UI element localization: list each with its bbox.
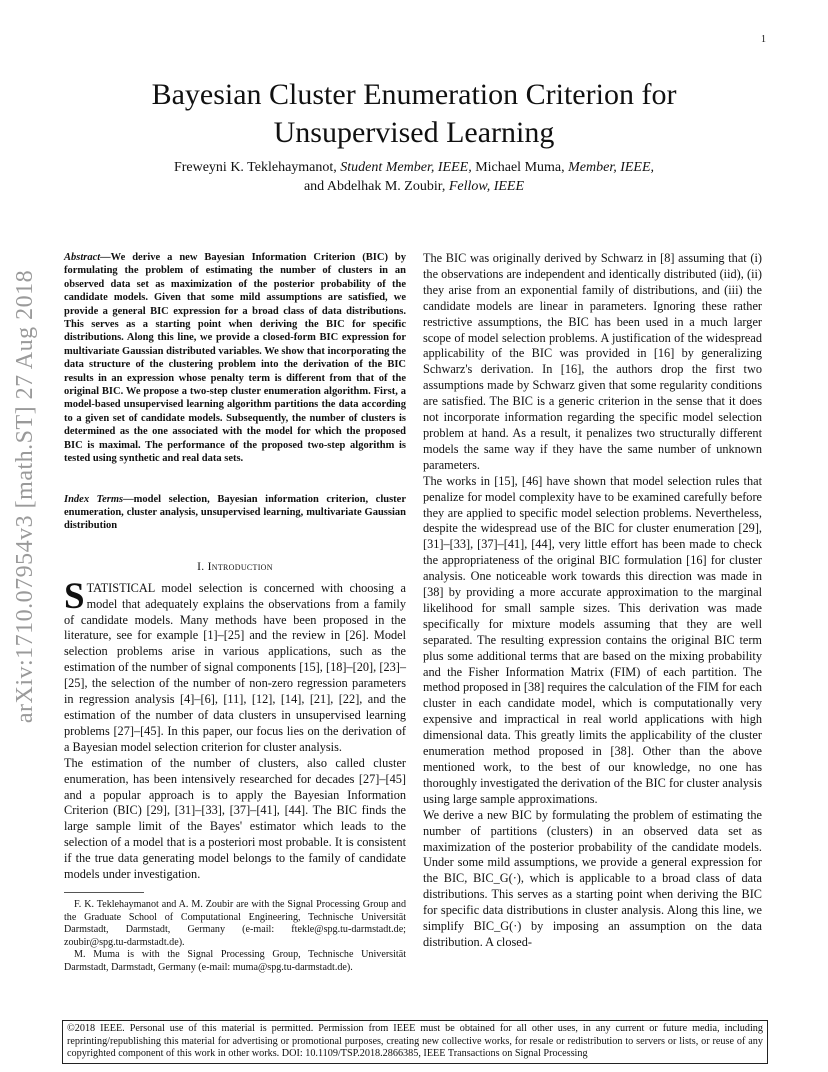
footnote-affiliation-1: F. K. Teklehaymanot and A. M. Zoubir are with the Signal Processing Group and the Graduate School of Computational Engineering, Technische Universität Darmstadt, Darmstadt, Germany (e-mail: ftekle@spg.tu-darmstadt.de; zoubir@spg.tu-darmstadt.de). — [64, 898, 406, 948]
right-column — [423, 251, 762, 951]
copyright-notice — [62, 1020, 768, 1064]
body-paragraph: We derive a new BIC by formulating the problem of estimating the number of partitions (clusters) in an observed data set as maximization of the posterior probability of the candidate models. Under some mild assumptions, we provide a general expression for the BIC, BIC_G(·), which is applicable to a broad class of data distributions. This serves as a starting point when deriving the BIC for specific data distributions in cluster analysis. Along this line, we simplify BIC_G(·) by imposing an assumption on the data distribution. A closed- — [423, 807, 762, 949]
index-terms-label: Index Terms — [64, 493, 124, 505]
author-list — [70, 158, 758, 196]
drop-cap: S — [64, 575, 85, 617]
abstract — [64, 251, 406, 466]
intro-paragraph — [64, 575, 406, 756]
intro-first-word: TATISTICAL — [86, 580, 155, 595]
arxiv-stamp[interactable] — [8, 236, 44, 756]
copyright-symbol: © — [67, 1023, 75, 1034]
intro-paragraph-text: model selection is concerned with choosing a model that adequately explains the observations from a family of candidate models. Many methods have been proposed in the literature, see for example [1]–[25] and the review in [26]. Model selection problems arise in various applications, such as the estimation of the number of signal components [15], [18]–[20], [23]–[25], the selection of the number of non-zero regression parameters in regression analysis [4]–[6], [11], [12], [14], [21], [22], and the estimation of the number of data clusters in unsupervised learning problems [27]–[45]. In this paper, our focus lies on the derivation of a Bayesian model selection criterion for cluster analysis. — [64, 580, 406, 754]
index-terms — [64, 493, 406, 533]
author-membership: Student Member, IEEE, — [340, 160, 472, 175]
body-paragraph: The works in [15], [46] have shown that model selection rules that penalize for model complexity have to be examined carefully before they are applied to specific model selection problems. Nevertheless, despite the widespread use of the BIC for cluster enumeration [29], [31]–[33], [37]–[41], [44], very little effort has been made to check the appropriateness of the original BIC formulation [16] for cluster analysis. One noticeable work towards this direction was made in [38] by providing a more accurate approximation to the marginal likelihood for small sample sizes. This derivation was made specifically for mixture models assuming that they are well separated. The resulting expression contains the original BIC term plus some additional terms that are based on the mixing probability and the Fisher Information Matrix (FIM) of each partition. The method proposed in [38] requires the calculation of the FIM for each cluster in each candidate model, which is computationally very expensive and impractical in real world applications with high dimensional data. This greatly limits the applicability of the cluster enumeration method proposed in [38]. Other than the above mentioned work, to the best of our knowledge, no one has thoroughly investigated the derivation of the BIC for cluster analysis using large sample approximations. — [423, 473, 762, 806]
author-membership: Fellow, IEEE — [448, 179, 525, 194]
footnote-rule — [64, 892, 144, 893]
footnote-affiliation-2: M. Muma is with the Signal Processing Group, Technische Universität Darmstadt, Darmstadt, Germany (e-mail: muma@spg.tu-darmstadt.de). — [64, 949, 406, 973]
abstract-text: —We derive a new Bayesian Information Criterion (BIC) by formulating the problem of estimating the number of clusters in an observed data set as maximization of the posterior probability of the candidate models. Given that some mild assumptions are satisfied, we provide a general BIC expression for a broad class of data distributions. This serves as a starting point when deriving the BIC for specific distributions. Along this line, we provide a closed-form BIC expression for multivariate Gaussian distributed variables. We show that incorporating the data structure of the clustering problem into the derivation of the BIC results in an expression whose penalty term is different from that of the original BIC. We propose a two-step cluster enumeration algorithm. First, a model-based unsupervised learning algorithm partitions the data according to a given set of candidate models. Subsequently, the number of clusters is determined as the one associated with the model for which the proposed BIC is maximal. The performance of the proposed two-step algorithm is tested using synthetic and real data sets. — [64, 252, 406, 465]
arxiv-stamp-text: arXiv:1710.07954v3 [math.ST] 27 Aug 2018 — [12, 269, 39, 723]
index-terms-text: —model selection, Bayesian information criterion, cluster enumeration, cluster analysis, unsupervised learning, multivariate Gaussian distribution — [64, 493, 406, 532]
author-membership: Member, IEEE, — [568, 160, 655, 175]
body-paragraph: The BIC was originally derived by Schwarz in [8] assuming that (i) the observations are independent and identically distributed (iid), (ii) they arise from an exponential family of distributions, and (iii) the candidate models are linear in parameters. Ignoring these rather restrictive assumptions, the BIC has been used in a much larger scope of model selection problems. A justification of the widespread applicability of the BIC was provided in [16] by generalizing Schwarz's derivation. In [16], the authors drop the first two assumptions made by Schwarz given that some regularity conditions are satisfied. The BIC is a generic criterion in the sense that it does not incorporate information regarding the specific model selection problem at hand. As a result, it penalizes two structurally different models the same way if they have the same number of unknown parameters. — [423, 251, 762, 472]
copyright-text: 2018 IEEE. Personal use of this material is permitted. Permission from IEEE must be obtained for all other uses, in any current or future media, including reprinting/republishing this material for advertising or promotional purposes, creating new collective works, for resale or redistribution to servers or lists, or reuse of any copyrighted component of this work in other works. DOI: 10.1109/TSP.2018.2866385, IEEE Transactions on Signal Processing — [67, 1023, 763, 1060]
page-number: 1 — [761, 34, 766, 45]
abstract-label: Abstract — [64, 252, 101, 263]
section-heading: I. Introduction — [197, 560, 273, 573]
intro-paragraph-2: The estimation of the number of clusters, also called cluster enumeration, has been intensively researched for decades [27]–[45] and a popular approach is to apply the Bayesian Information Criterion (BIC) [29], [31]–[33], [37]–[41], [44]. The BIC finds the large sample limit of the Bayes' estimator which leads to the selection of a model that is a posteriori most probable. It is consistent if the true data generating model belongs to the family of candidate models under investigation. — [64, 755, 406, 882]
author-name: and Abdelhak M. Zoubir, — [303, 179, 446, 194]
author-name: Michael Muma, — [475, 160, 565, 175]
left-column — [64, 251, 406, 975]
paper-title: Bayesian Cluster Enumeration Criterion for Unsupervised Learning — [151, 78, 677, 149]
author-name: Freweyni K. Teklehaymanot, — [173, 160, 337, 175]
